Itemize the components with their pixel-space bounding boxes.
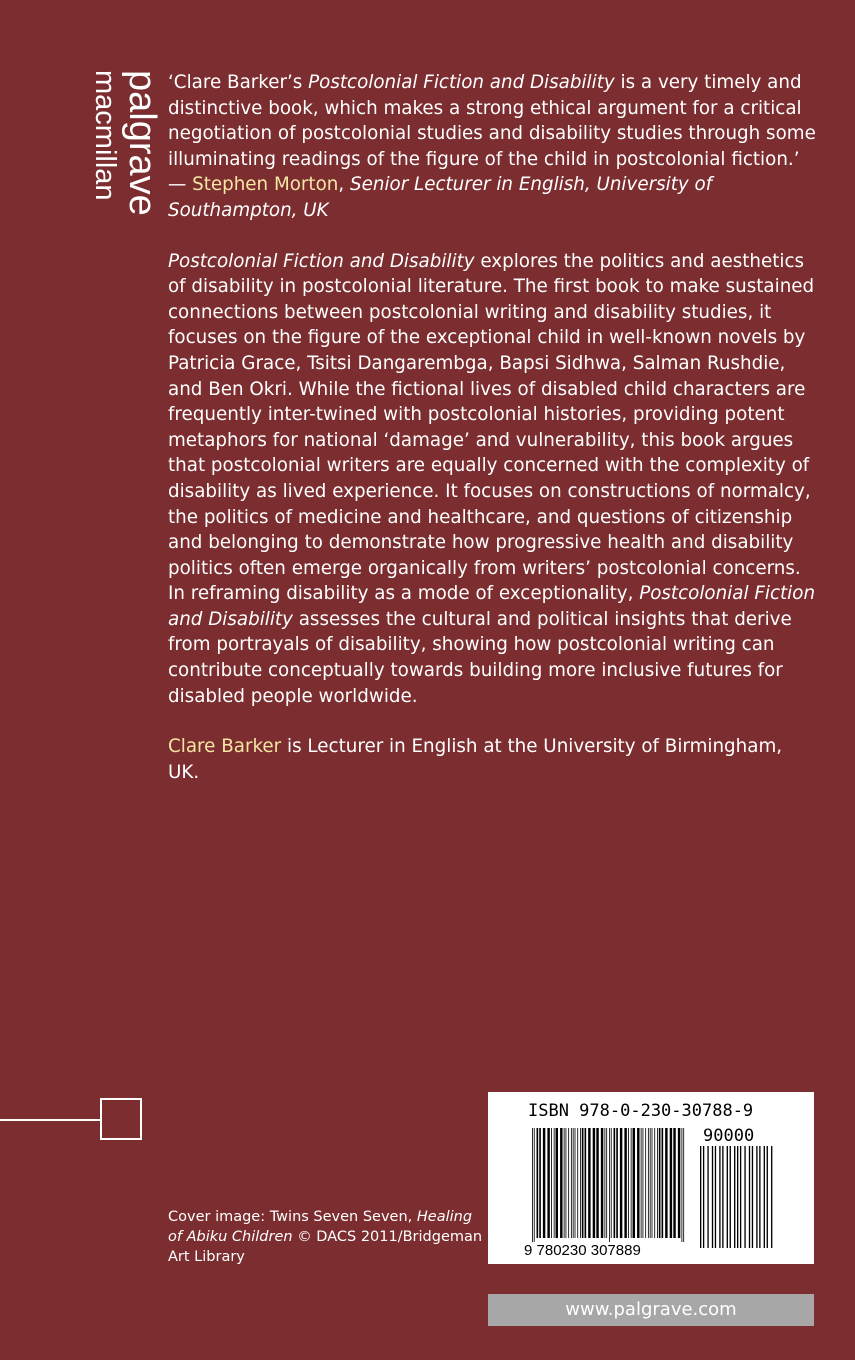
barcode-bar: [703, 1146, 704, 1248]
barcode-bar: [764, 1146, 765, 1248]
ean-digits: 9 780230 307889: [524, 1242, 641, 1259]
barcode-bar: [719, 1146, 720, 1248]
credit-artwork-title: Healing of Abiku Children: [168, 1209, 473, 1245]
barcode-bar: [614, 1128, 616, 1238]
credit-prefix: Cover image: Twins Seven Seven,: [168, 1209, 417, 1225]
barcode-bar: [744, 1146, 745, 1248]
barcode-bar: [643, 1128, 644, 1238]
barcode-bar: [722, 1146, 723, 1248]
barcode-bar: [712, 1146, 713, 1248]
barcode-bar: [539, 1128, 541, 1238]
decorative-line: [0, 1119, 100, 1121]
barcode-bar: [700, 1146, 701, 1248]
book-description: [168, 249, 818, 710]
barcode-bar: [759, 1146, 760, 1248]
barcode-bar: [577, 1128, 578, 1238]
barcode-bar: [547, 1128, 549, 1238]
barcode-bar: [707, 1146, 708, 1248]
barcode-bar: [628, 1128, 629, 1238]
quote-open: ‘Clare Barker’s: [168, 72, 309, 93]
barcode-bar: [568, 1128, 569, 1238]
website-link[interactable]: www.palgrave.com: [488, 1294, 814, 1326]
barcode-bar: [665, 1128, 667, 1238]
description-book-title: Postcolonial Fiction and Disability: [168, 250, 475, 272]
reviewer-separator: ,: [338, 174, 350, 196]
barcode-bar: [596, 1128, 598, 1238]
barcode-bar: [633, 1128, 635, 1238]
barcode-bar: [560, 1128, 562, 1238]
barcode-bar: [734, 1146, 735, 1248]
decorative-square: [100, 1098, 142, 1140]
barcode-bar: [580, 1128, 581, 1238]
publisher-logo-macmillan: macmillan: [89, 70, 121, 201]
barcode-bar: [585, 1128, 587, 1238]
barcode-bar: [566, 1128, 567, 1238]
quote-body: is a very timely and distinctive book, which makes a strong ethical argument for a critical negotiation of postcolonial studies and disability studies through some illuminating readings of the figure of the child in postcolonial fiction.’: [168, 72, 816, 170]
author-name: Clare Barker: [168, 736, 282, 758]
publisher-logo: [48, 70, 163, 270]
barcode-bar: [606, 1128, 607, 1238]
barcode-bar: [662, 1128, 664, 1238]
barcode-bar: [681, 1128, 682, 1242]
barcode-bar: [740, 1146, 741, 1248]
barcode-bar: [604, 1128, 605, 1238]
barcode-bar: [670, 1128, 672, 1238]
barcode-bar: [575, 1128, 576, 1238]
barcode-bar: [564, 1128, 565, 1238]
isbn-text: ISBN 978-0-230-30788-9: [528, 1101, 754, 1121]
author-bio: [168, 734, 818, 785]
barcode-bar: [648, 1128, 649, 1238]
barcode-bar: [573, 1128, 574, 1238]
isbn-barcode: [488, 1092, 814, 1264]
barcode-bar: [631, 1128, 632, 1238]
barcode-bar: [620, 1128, 622, 1238]
barcode-bar: [730, 1146, 731, 1248]
barcode-bar: [771, 1146, 772, 1248]
description-part-1: explores the politics and aesthetics of disability in postcolonial literature. The first book to make sustained connections between postcolonial writing and disability studies, it focuses on the figure of the exceptional child in well-known novels by Patricia Grace, Tsitsi Dangarembga, Bapsi Sidhwa, Salman Rushdie, and Ben Okri. While the fictional lives of disabled child characters are frequently inter-twined with postcolonial histories, providing potent metaphors for national ‘damage’ and vulnerability, this book argues that postcolonial writers are equally concerned with the complexity of disability as lived experience. It focuses on constructions of normalcy, the politics of medicine and healthcare, and questions of citizenship and belonging to demonstrate how progressive health and disability politics often emerge organically from writers’ postcolonial concerns. In reframing disability as a mode of exceptionality,: [168, 250, 815, 605]
barcode-bar: [534, 1128, 535, 1242]
barcode-bar: [767, 1146, 768, 1248]
barcode-bar: [657, 1128, 658, 1238]
barcode-bar: [554, 1128, 555, 1238]
barcode-bar: [737, 1146, 738, 1248]
publisher-logo-palgrave: palgrave: [121, 70, 163, 216]
barcode-bar: [637, 1128, 639, 1238]
barcode-bar: [652, 1128, 653, 1238]
description-part-2: assesses the cultural and political insights that derive from portrayals of disability, showing how postcolonial writing can contribute conceptually towards building more inclusive futures for disabled people worldwide.: [168, 608, 792, 707]
cover-credit: [168, 1207, 488, 1267]
quote-dash: —: [168, 174, 193, 196]
barcode-bar: [645, 1128, 646, 1238]
price-code: 90000: [703, 1126, 755, 1146]
barcode-bar: [609, 1128, 610, 1242]
quote-book-title: Postcolonial Fiction and Disability: [308, 72, 615, 93]
barcode-bar: [556, 1128, 558, 1238]
barcode-bar: [654, 1128, 655, 1238]
back-cover-text: [168, 70, 818, 785]
reviewer-title: Senior Lecturer in English, University of Southampton, UK: [168, 174, 713, 221]
barcode-bar: [543, 1128, 545, 1238]
barcode-bars: [532, 1128, 684, 1242]
barcode-bar: [749, 1146, 750, 1248]
description-book-title-2: Postcolonial Fiction and Disability: [168, 583, 816, 630]
barcode-bar: [551, 1128, 552, 1238]
credit-suffix: © DACS 2011/Bridgeman Art Library: [168, 1229, 483, 1265]
barcode-bar: [582, 1128, 584, 1238]
barcode-bar: [616, 1128, 618, 1238]
barcode-bar: [624, 1128, 626, 1238]
barcode-bar: [571, 1128, 572, 1238]
review-quote: [168, 70, 818, 224]
barcode-bar: [650, 1128, 651, 1238]
barcode-bar: [593, 1128, 595, 1238]
barcode-bar: [641, 1128, 642, 1238]
barcode-bar: [727, 1146, 728, 1248]
barcode-bar: [715, 1146, 716, 1248]
barcode-bar: [673, 1128, 675, 1238]
reviewer-name: Stephen Morton: [192, 174, 339, 196]
barcode-bar: [683, 1128, 684, 1242]
barcode-bar: [611, 1128, 612, 1238]
barcode-bar: [588, 1128, 590, 1238]
barcode-bar: [756, 1146, 757, 1248]
author-bio-text: is Lecturer in English at the University of Birmingham, UK.: [168, 736, 783, 783]
barcode-bar: [678, 1128, 680, 1238]
barcode-bar: [532, 1128, 533, 1242]
barcode-bar: [659, 1128, 661, 1238]
barcode-bar: [537, 1128, 539, 1238]
barcode-bar: [752, 1146, 753, 1248]
addon-barcode-bars: [700, 1146, 772, 1248]
barcode-bar: [601, 1128, 603, 1238]
